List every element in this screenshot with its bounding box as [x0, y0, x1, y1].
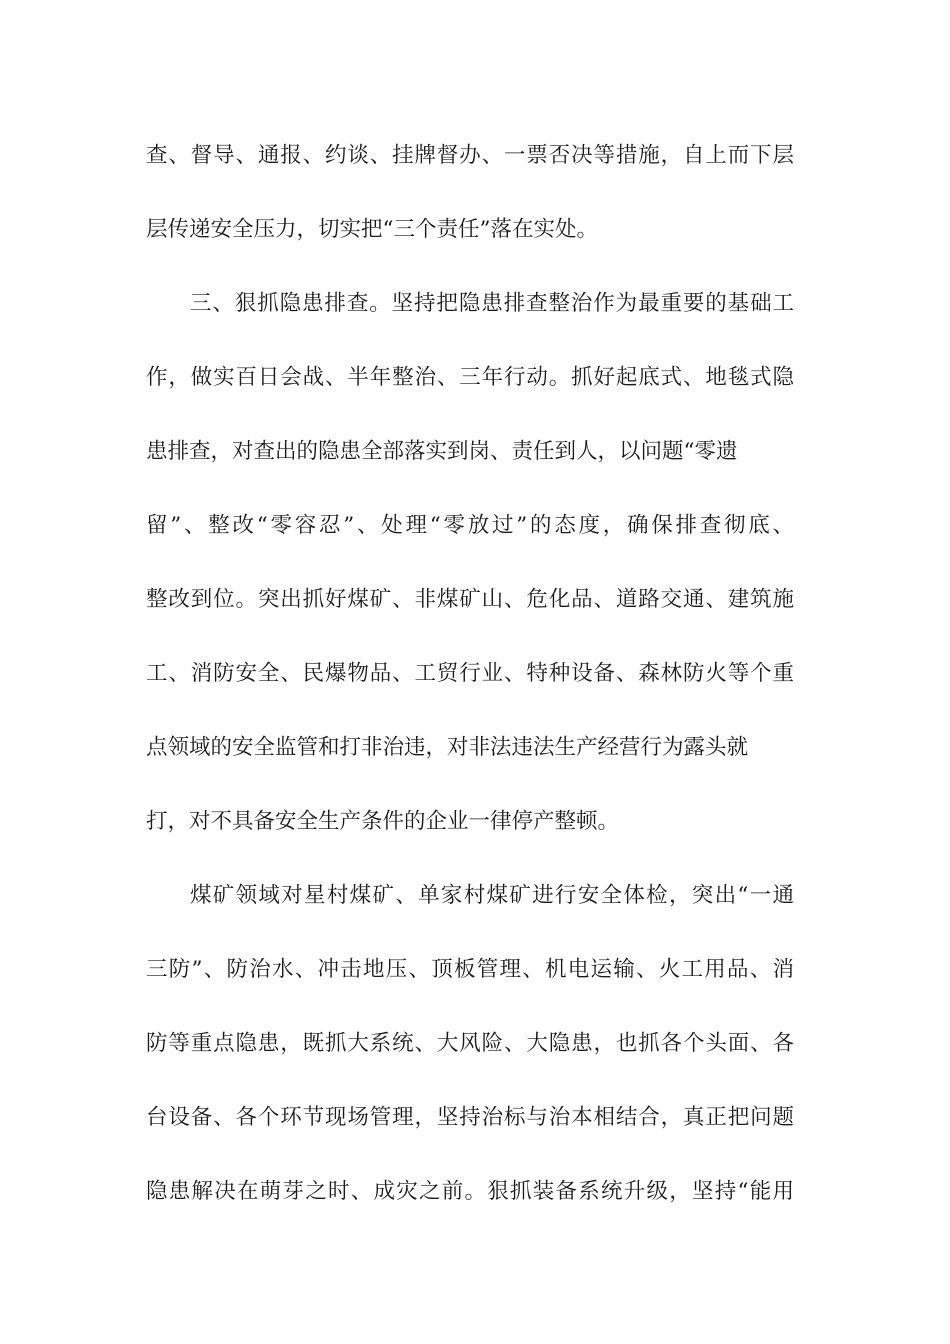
text-line: 患排查，对查出的隐患全部落实到岗、责任到人，以问题“零遗: [146, 439, 738, 464]
text-line: 隐患解决在萌芽之时、成灾之前。狠抓装备系统升级，坚持“能用: [146, 1179, 794, 1204]
text-line: 留”、整改“零容忍”、处理“零放过”的态度，确保排查彻底、: [146, 513, 794, 538]
text-line: 点领域的安全监管和打非治违，对非法违法生产经营行为露头就: [146, 735, 749, 760]
text-line: 打，对不具备安全生产条件的企业一律停产整顿。: [146, 809, 620, 834]
text-line: 作，做实百日会战、半年整治、三年行动。抓好起底式、地毯式隐: [146, 365, 794, 390]
text-line: 查、督导、通报、约谈、挂牌督办、一票否决等措施，自上而下层: [146, 143, 794, 168]
paragraph-start-line: 三、狠抓隐患排查。坚持把隐患排查整治作为最重要的基础工: [190, 291, 794, 316]
text-line: 三防”、防治水、冲击地压、顶板管理、机电运输、火工用品、消: [146, 957, 794, 982]
text-line: 工、消防安全、民爆物品、工贸行业、特种设备、森林防火等个重: [146, 661, 794, 686]
text-line: 层传递安全压力，切实把“三个责任”落在实处。: [146, 217, 598, 242]
text-line: 整改到位。突出抓好煤矿、非煤矿山、危化品、道路交通、建筑施: [146, 587, 794, 612]
text-line: 台设备、各个环节现场管理，坚持治标与治本相结合，真正把问题: [146, 1105, 794, 1130]
paragraph-start-line: 煤矿领域对星村煤矿、单家村煤矿进行安全体检，突出“一通: [190, 883, 794, 908]
text-line: 防等重点隐患，既抓大系统、大风险、大隐患，也抓各个头面、各: [146, 1031, 794, 1056]
